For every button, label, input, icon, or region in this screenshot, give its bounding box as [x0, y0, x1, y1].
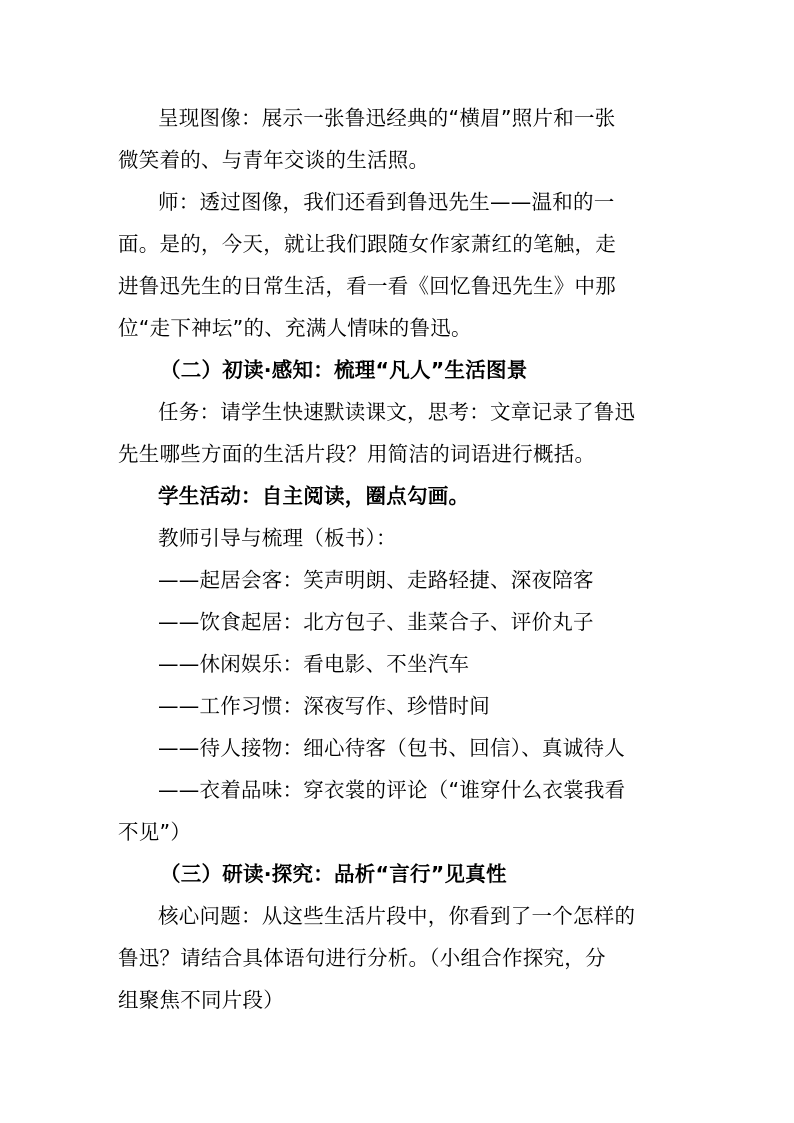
board-item-1: ——起居会客：笑声明朗、走路轻捷、深夜陪客 — [158, 568, 594, 592]
board-item-4: ——工作习惯：深夜写作、珍惜时间 — [158, 694, 490, 718]
section-heading-3: （三）研读·探究：品析“言行”见真性 — [160, 862, 507, 886]
paragraph-image-presentation-line-1: 呈现图像：展示一张鲁迅经典的“横眉”照片和一张 — [158, 106, 616, 130]
paragraph-teacher-line-2: 面。是的，今天，就让我们跟随女作家萧红的笔触，走 — [118, 232, 616, 256]
paragraph-core-question-line-1: 核心问题：从这些生活片段中，你看到了一个怎样的 — [158, 904, 636, 928]
paragraph-core-question-line-2: 鲁迅？请结合具体语句进行分析。（小组合作探究，分 — [118, 946, 606, 970]
paragraph-image-presentation-line-2: 微笑着的、与青年交谈的生活照。 — [118, 148, 430, 172]
paragraph-task-line-1: 任务：请学生快速默读课文，思考：文章记录了鲁迅 — [158, 400, 636, 424]
teacher-guidance-line: 教师引导与梳理（板书）： — [158, 526, 397, 550]
paragraph-core-question-line-3: 组聚焦不同片段） — [118, 988, 284, 1012]
board-item-3: ——休闲娱乐：看电影、不坐汽车 — [158, 652, 470, 676]
board-item-6-line-1: ——衣着品味：穿衣裳的评论（“谁穿什么衣裳我看 — [158, 778, 626, 802]
section-heading-2: （二）初读·感知：梳理“凡人”生活图景 — [160, 358, 528, 382]
paragraph-task-line-2: 先生哪些方面的生活片段？用简洁的词语进行概括。 — [118, 442, 596, 466]
board-item-6-line-2: 不见”） — [118, 820, 192, 844]
paragraph-teacher-line-1: 师：透过图像，我们还看到鲁迅先生——温和的一 — [158, 190, 615, 214]
student-activity-line: 学生活动：自主阅读，圈点勾画。 — [158, 484, 470, 508]
board-item-5: ——待人接物：细心待客（包书、回信）、真诚待人 — [158, 736, 625, 760]
paragraph-teacher-line-4: 位“走下神坛”的、充满人情味的鲁迅。 — [118, 316, 472, 340]
board-item-2: ——饮食起居：北方包子、韭菜合子、评价丸子 — [158, 610, 594, 634]
paragraph-teacher-line-3: 进鲁迅先生的日常生活，看一看《回忆鲁迅先生》中那 — [118, 274, 616, 298]
